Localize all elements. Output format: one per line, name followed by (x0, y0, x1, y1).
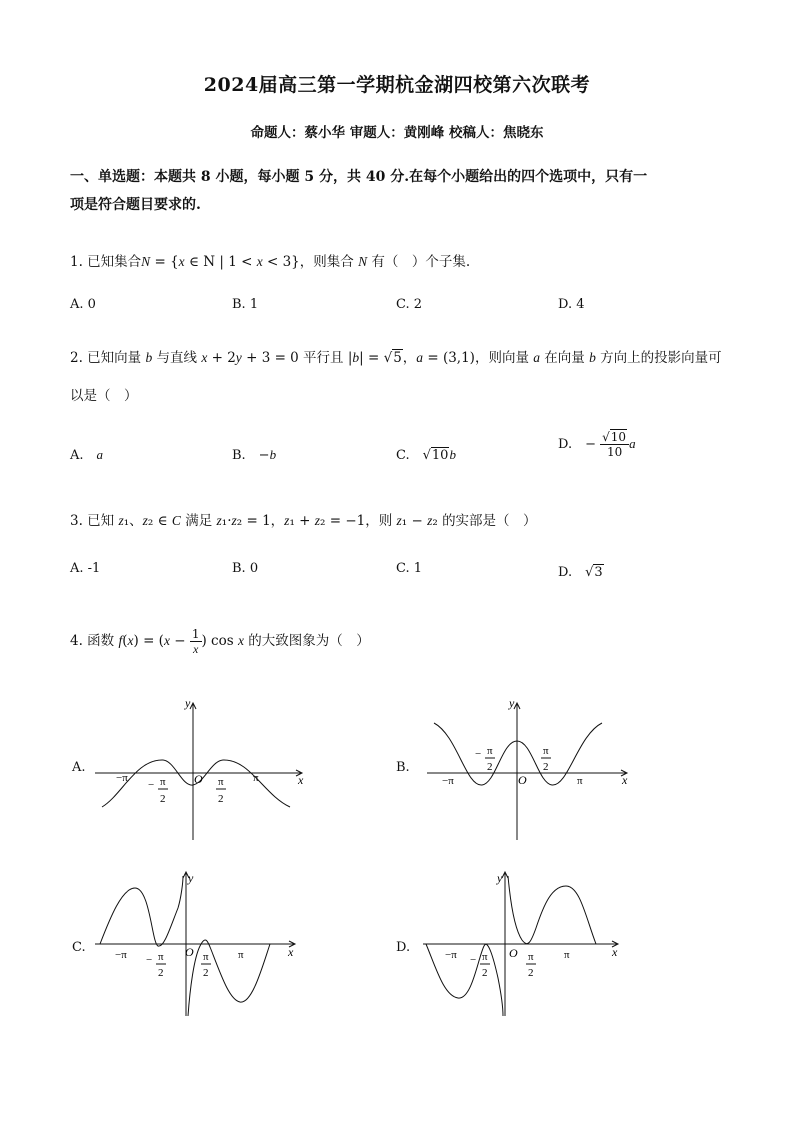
section-heading-line1: 一、单选题：本题共 8 小题，每小题 5 分，共 40 分.在每个小题给出的四个选项中，只有一 (70, 169, 648, 185)
svg-text:−: − (148, 779, 155, 791)
staff-line: 命题人：蔡小华 审题人：黄刚峰 校稿人：焦晓东 (250, 125, 544, 141)
q3-option-c[interactable]: C. 1 (396, 561, 423, 576)
graph-a-tick-neg-half-pi (148, 776, 168, 805)
q4-option-d-label[interactable]: D. (396, 940, 411, 955)
graph-d-tick-pi: π (564, 949, 570, 961)
question-2-line1: 2. 已知向量 b 与直线 x + 2y + 3 = 0 平行且 |b| = √5，a = (3,1)，则向量 a 在向量 b 方向上的投影向量可 (70, 350, 722, 366)
graph-b-tick-pi: π (577, 775, 583, 787)
question-2-line2: 以是（ ） (70, 388, 138, 404)
svg-text:π: π (482, 951, 488, 963)
question-4: 4. 函数 f(x) = (x − $\frac{1}{x}$ ) cos x 的大致图象为（ ） (70, 627, 370, 656)
svg-text:π: π (203, 951, 209, 963)
q1-text: 1. 已知集合N = {x ∈ N | 1 < x < 3}，则集合 N 有（ ）个子集. (70, 254, 471, 270)
graph-c-x-label: x (288, 945, 294, 959)
question-1 (70, 250, 730, 270)
q2-option-c[interactable]: C. √10b (396, 447, 456, 463)
svg-text:π: π (543, 745, 549, 757)
svg-text:2: 2 (160, 793, 166, 805)
graph-b-y-label: y (509, 696, 515, 710)
graph-c-tick-neg-pi: −π (115, 949, 127, 961)
graph-b-tick-half-pi (541, 745, 551, 773)
graph-d-tick-neg-half-pi (470, 951, 490, 979)
graph-d-x-label: x (612, 945, 618, 959)
svg-text:π: π (487, 745, 493, 757)
q1-option-b[interactable]: B. 1 (232, 297, 259, 312)
svg-text:2: 2 (158, 967, 164, 979)
graph-b-x-label: x (622, 773, 628, 787)
graph-a[interactable] (90, 695, 310, 845)
graph-d[interactable] (418, 868, 633, 1018)
graph-a-tick-neg-pi: −π (116, 772, 128, 784)
graph-a-tick-half-pi (216, 776, 226, 805)
svg-text:2: 2 (203, 967, 209, 979)
q2-option-a[interactable]: A. a (70, 447, 104, 463)
q3-option-a[interactable]: A. -1 (70, 561, 101, 576)
svg-text:2: 2 (543, 761, 549, 773)
svg-text:π: π (160, 776, 166, 788)
graph-b-origin: O (518, 773, 527, 787)
q1-option-c[interactable]: C. 2 (396, 297, 423, 312)
q4-option-a-label[interactable]: A. (72, 760, 86, 775)
q4-option-c-label[interactable]: C. (72, 940, 86, 955)
q2-option-d[interactable]: D. − $\frac{√10}{10}$ a (558, 430, 636, 459)
svg-text:−: − (470, 954, 477, 966)
graph-a-tick-pi: π (253, 772, 259, 784)
graph-b-tick-neg-half-pi (475, 745, 495, 773)
graph-d-origin: O (509, 946, 518, 960)
q1-option-d[interactable]: D. 4 (558, 297, 585, 312)
graph-b-tick-neg-pi: −π (442, 775, 454, 787)
graph-c-tick-neg-half-pi (146, 951, 166, 979)
svg-text:2: 2 (487, 761, 493, 773)
q3-option-d[interactable]: D. √3 (558, 565, 603, 580)
graph-d-tick-half-pi (526, 951, 536, 979)
graph-a-origin: O (194, 772, 203, 786)
graph-a-y-label: y (185, 696, 191, 710)
graph-c-y-label: y (188, 871, 194, 885)
graph-b[interactable] (422, 695, 642, 845)
graph-d-tick-neg-pi: −π (445, 949, 457, 961)
question-3: 3. 已知 z₁、z₂ ∈ C 满足 z₁·z₂ = 1，z₁ + z₂ = −1，则 z₁ − z₂ 的实部是（ ） (70, 513, 537, 529)
graph-c[interactable] (90, 868, 305, 1018)
svg-text:2: 2 (528, 967, 534, 979)
svg-text:2: 2 (482, 967, 488, 979)
svg-text:π: π (218, 776, 224, 788)
graph-c-tick-pi: π (238, 949, 244, 961)
svg-text:π: π (528, 951, 534, 963)
svg-text:−: − (475, 748, 482, 760)
svg-text:−: − (146, 954, 153, 966)
graph-c-tick-half-pi (201, 951, 211, 979)
graph-a-x-label: x (298, 773, 304, 787)
q4-option-b-label[interactable]: B. (396, 760, 410, 775)
page-title: 2024届高三第一学期杭金湖四校第六次联考 (203, 74, 591, 96)
section-heading-line2: 项是符合题目要求的. (70, 197, 201, 213)
q1-option-a[interactable]: A. 0 (70, 297, 96, 312)
graph-d-y-label: y (497, 871, 503, 885)
q3-option-b[interactable]: B. 0 (232, 561, 259, 576)
q2-option-b[interactable]: B. −b (232, 447, 277, 463)
graph-c-origin: O (185, 945, 194, 959)
svg-text:2: 2 (218, 793, 224, 805)
section-heading-1 (70, 163, 730, 219)
svg-text:π: π (158, 951, 164, 963)
